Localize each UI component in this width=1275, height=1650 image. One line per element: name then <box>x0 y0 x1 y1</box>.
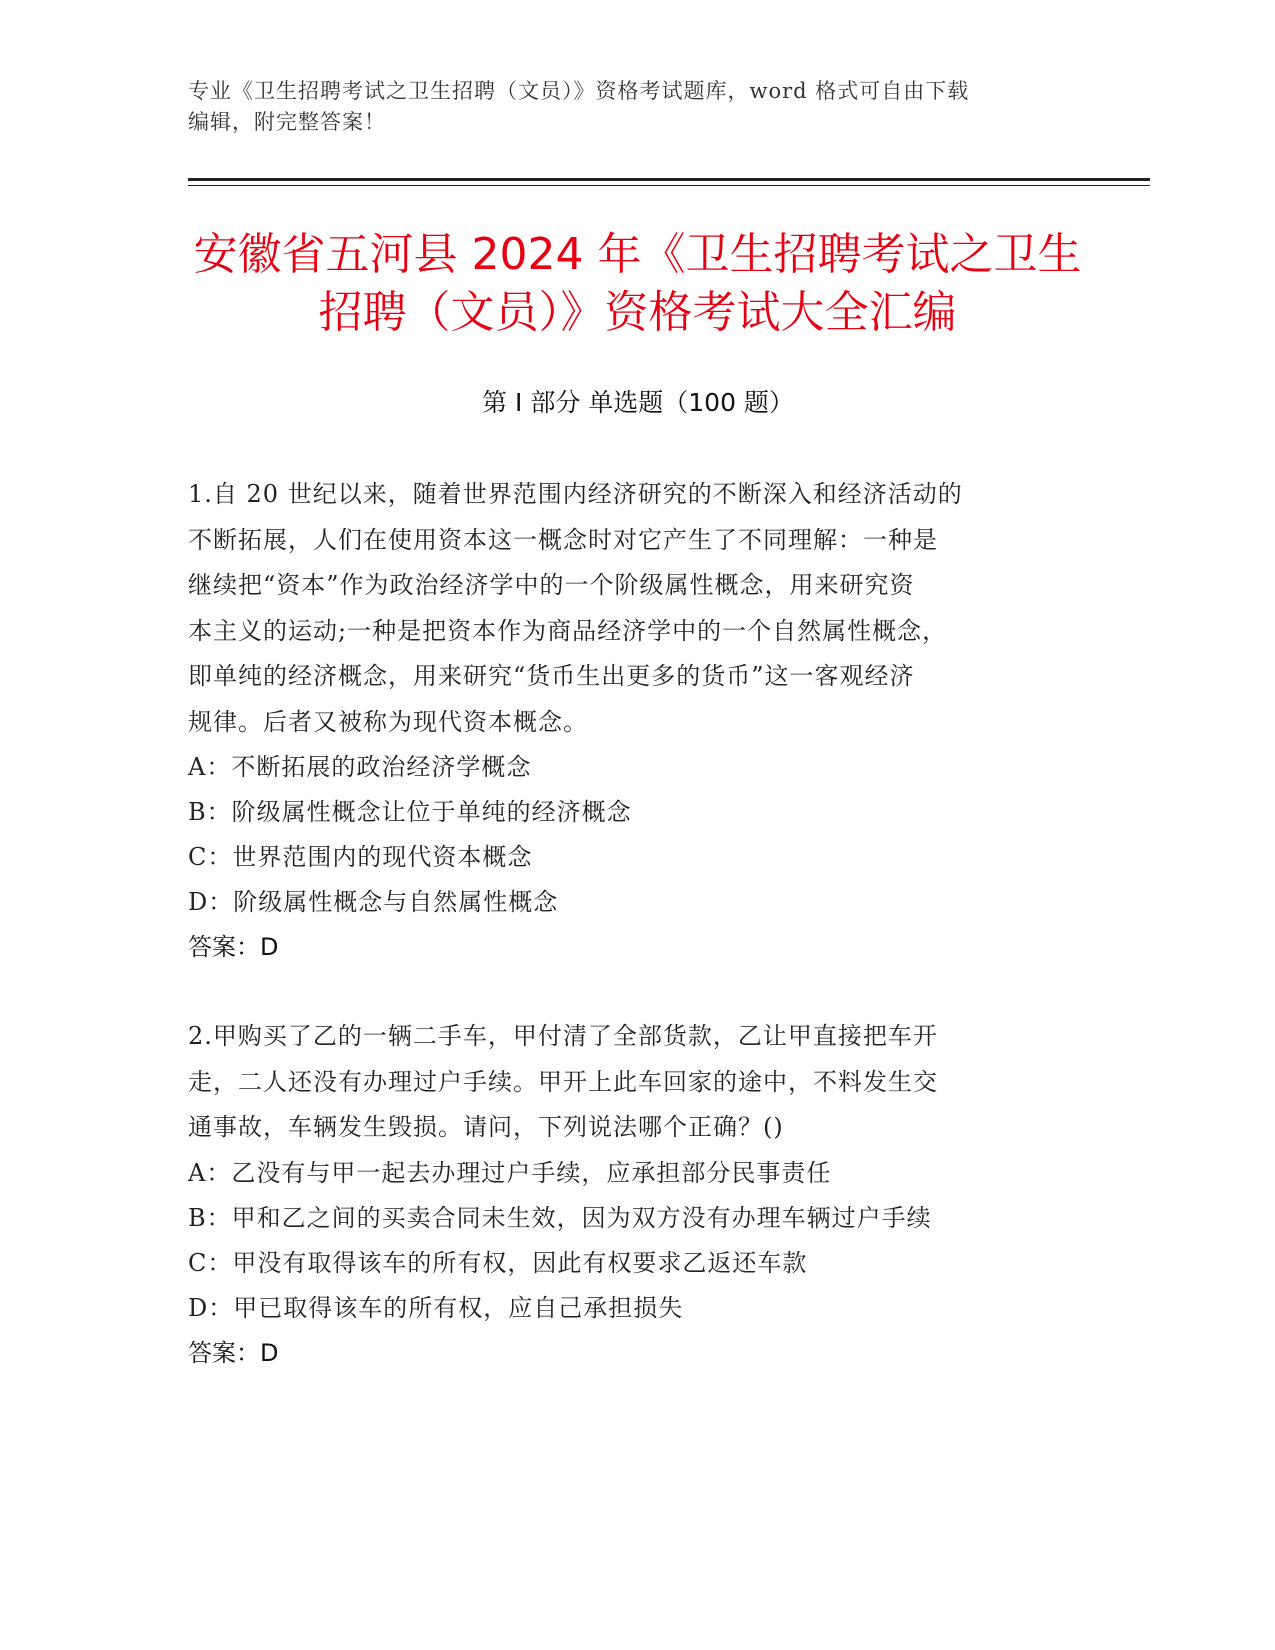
question-1-option-d: D：阶级属性概念与自然属性概念 <box>188 888 559 916</box>
document-title-line-1: 安徽省五河县 2024 年《卫生招聘考试之卫生 <box>193 229 1082 280</box>
document-title <box>160 226 1115 342</box>
header-note-line-2: 编辑，附完整答案！ <box>188 110 386 134</box>
document-title-line-2: 招聘（文员）》资格考试大全汇编 <box>318 287 957 338</box>
question-2-option-c: C：甲没有取得该车的所有权，因此有权要求乙返还车款 <box>188 1248 808 1277</box>
question-stem-line: 不断拓展，人们在使用资本这一概念时对它产生了不同理解：一种是 <box>188 525 938 554</box>
question-1-answer: 答案：D <box>188 933 279 961</box>
question-2-answer: 答案：D <box>188 1338 279 1367</box>
header-note-line-1: 专业《卫生招聘考试之卫生招聘（文员）》资格考试题库，word 格式可自由下载 <box>188 79 970 103</box>
header-note <box>188 76 1088 138</box>
question-stem-line: 本主义的运动;一种是把资本作为商品经济学中的一个自然属性概念， <box>188 616 948 645</box>
question-stem-line: 走，二人还没有办理过户手续。甲开上此车回家的途中，不料发生交 <box>188 1067 938 1096</box>
question-1 <box>188 472 1078 970</box>
question-stem-line: 继续把“资本”作为政治经济学中的一个阶级属性概念，用来研究资 <box>188 571 915 599</box>
question-1-option-b: B：阶级属性概念让位于单纯的经济概念 <box>188 798 632 826</box>
question-stem-line: 1.自 20 世纪以来，随着世界范围内经济研究的不断深入和经济活动的 <box>188 480 963 508</box>
question-stem-line: 规律。后者又被称为现代资本概念。 <box>188 707 588 736</box>
header-rule-thin <box>188 185 1150 186</box>
question-1-option-a: A：不断拓展的政治经济学概念 <box>188 753 532 781</box>
question-1-stem <box>188 472 1078 745</box>
question-2-option-b: B：甲和乙之间的买卖合同未生效，因为双方没有办理车辆过户手续 <box>188 1203 932 1232</box>
question-2-option-d: D：甲已取得该车的所有权，应自己承担损失 <box>188 1293 684 1322</box>
section-heading: 第 I 部分 单选题（100 题） <box>482 388 794 417</box>
question-stem-line: 通事故，车辆发生毁损。请问，下列说法哪个正确？() <box>188 1113 784 1141</box>
question-1-option-c: C：世界范围内的现代资本概念 <box>188 843 533 871</box>
question-stem-line: 即单纯的经济概念，用来研究“货币生出更多的货币”这一客观经济 <box>188 662 915 690</box>
question-2 <box>188 1014 1078 1376</box>
question-stem-line: 2.甲购买了乙的一辆二手车，甲付清了全部货款，乙让甲直接把车开 <box>188 1022 938 1050</box>
header-rule-thick <box>188 178 1150 181</box>
question-2-stem <box>188 1014 1078 1151</box>
question-2-option-a: A：乙没有与甲一起去办理过户手续，应承担部分民事责任 <box>188 1158 832 1187</box>
